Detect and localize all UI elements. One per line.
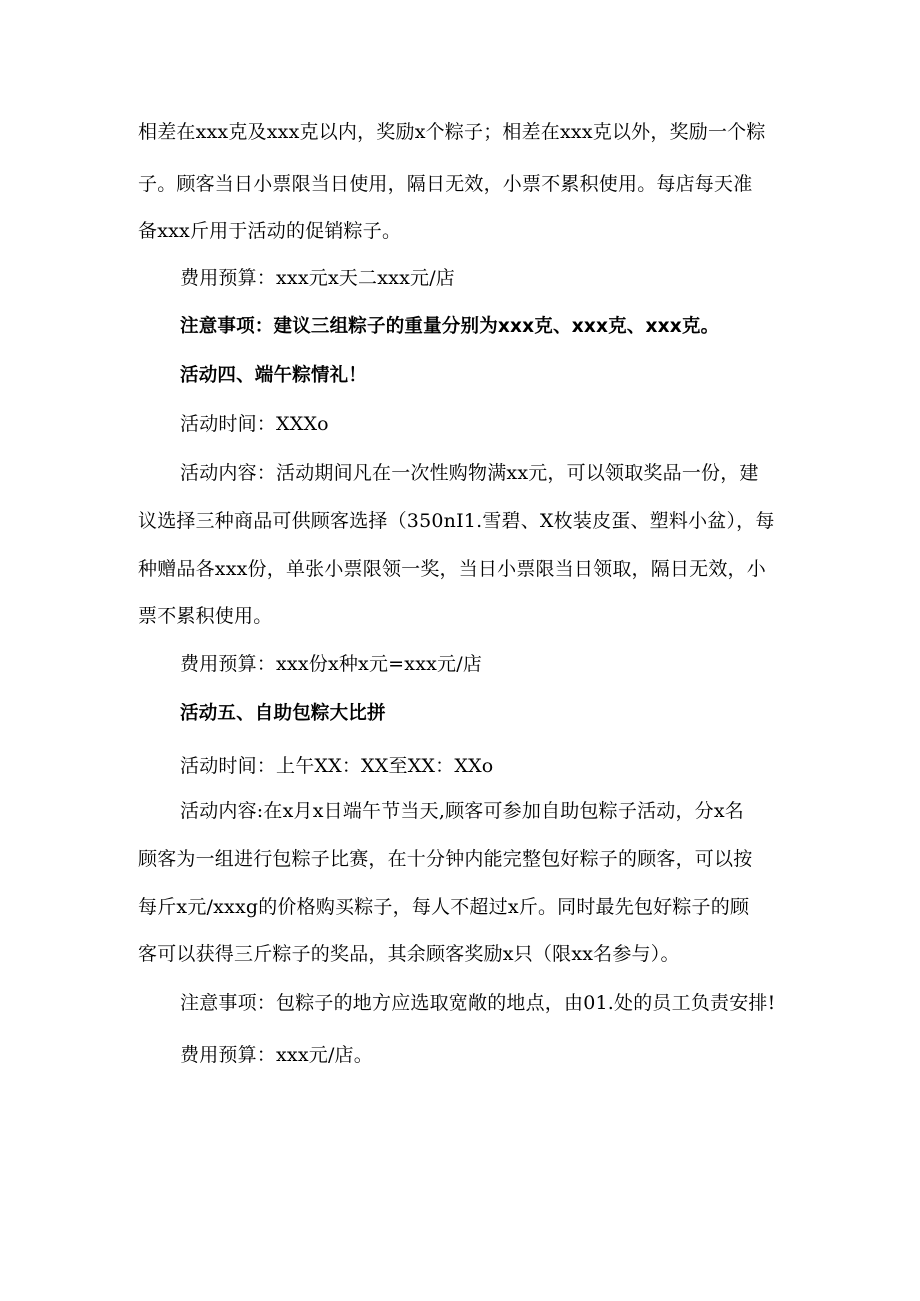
activity-time-line: 活动时间：XXXo <box>180 413 329 435</box>
activity-content-line: 顾客为一组进行包粽子比赛，在十分钟内能完整包好粽子的顾客，可以按 <box>138 848 753 870</box>
activity-content-line: 客可以获得三斤粽子的奖品，其余顾客奖励x只（限xx名参与）。 <box>138 943 680 965</box>
budget-line: 费用预算：xxx份x种x元=xxx元/店 <box>180 653 483 675</box>
activity-content-line: 活动内容:在x月x日端午节当天,顾客可参加自助包粽子活动，分x名 <box>180 800 744 822</box>
notice-line: 注意事项：包粽子的地方应选取宽敞的地点，由01.处的员工负责安排! <box>180 992 776 1014</box>
section-heading-activity-5: 活动五、自助包粽大比拼 <box>180 703 386 724</box>
activity-content-line: 议选择三种商品可供顾客选择（350nI1.雪碧、X枚装皮蛋、塑料小盆），每 <box>138 510 775 532</box>
activity-time-line: 活动时间：上午XX：XX至XX：XXo <box>180 755 494 777</box>
activity-content-line: 票不累积使用。 <box>138 605 273 627</box>
activity-content-line: 每斤x元/xxxg的价格购买粽子，每人不超过x斤。同时最先包好粽子的顾 <box>138 896 750 918</box>
notice-heading: 注意事项：建议三组粽子的重量分别为xxx克、xxx克、xxx克。 <box>180 316 720 337</box>
budget-line: 费用预算：xxx元x天二xxx元/店 <box>180 267 456 289</box>
activity-content-line: 种赠品各xxx份，单张小票限领一奖，当日小票限当日领取，隔日无效，小 <box>138 558 766 580</box>
body-text-line: 子。顾客当日小票限当日使用，隔日无效，小票不累积使用。每店每天准 <box>138 173 753 195</box>
budget-line: 费用预算：xxx元/店。 <box>180 1044 373 1066</box>
section-heading-activity-4: 活动四、端午粽情礼！ <box>180 365 368 386</box>
body-text-line: 相差在xxx克及xxx克以内，奖励x个粽子；相差在xxx克以外，奖励一个粽 <box>138 121 766 143</box>
activity-content-line: 活动内容：活动期间凡在一次性购物满xx元，可以领取奖品一份，建 <box>180 462 759 484</box>
body-text-line: 备xxx斤用于活动的促销粽子。 <box>138 220 402 242</box>
